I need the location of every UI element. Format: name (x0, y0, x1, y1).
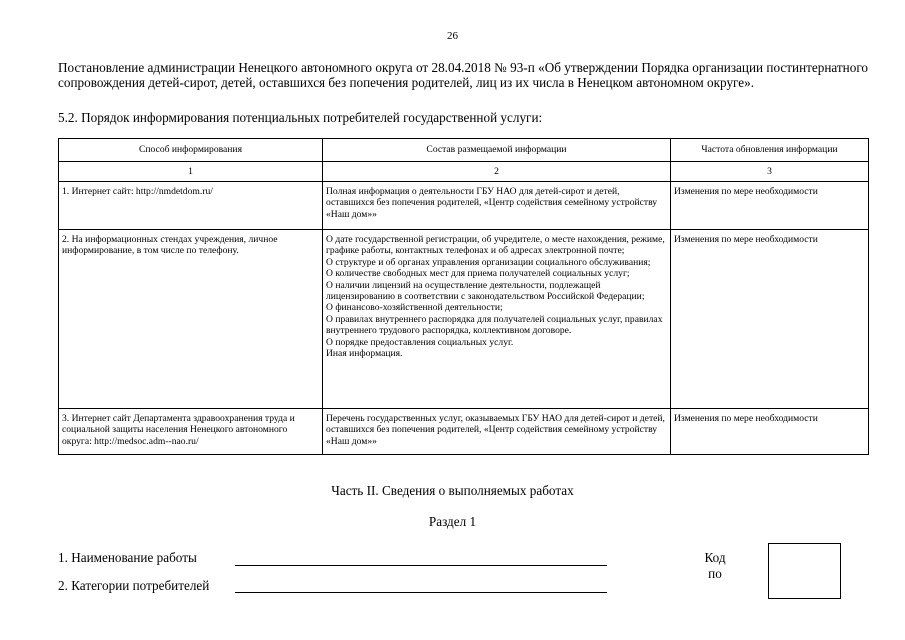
table-number-row (59, 162, 869, 182)
content-line: О финансово-хозяйственной деятельности; (326, 302, 503, 314)
row-content (323, 182, 671, 230)
row-content (323, 230, 671, 409)
information-table (58, 138, 869, 455)
content-line: О правилах внутреннего распорядка для получателей социальных услуг, правилах внутреннего трудового распорядка, коллективном договоре. (326, 313, 663, 337)
table-row (59, 182, 869, 230)
work-name-label: 1. Наименование работы (58, 550, 197, 565)
section-number: Раздел 1 (428, 514, 477, 529)
content-line: О количестве свободных мест для приема получателей социальных услуг; (326, 268, 630, 280)
row-method: 3. Интернет сайт Департамента здравоохранения труда и социальной защиты населения Ненецкого автономного округа: http://medsoc.adm--nao.ru/ (59, 409, 323, 455)
row-method: 2. На информационных стендах учреждения, личное информирование, в том числе по телефону. (59, 230, 323, 409)
section-heading: 5.2. Порядок информирования потенциальных потребителей государственной услуги: (58, 110, 543, 125)
row-frequency: Изменения по мере необходимости (671, 182, 869, 230)
header-method: Способ информирования (59, 139, 323, 162)
content-line: О структуре и об органах управления организации социального обслуживания; (326, 256, 651, 268)
page-number: 26 (447, 30, 458, 42)
row-content (323, 409, 671, 455)
header-frequency: Частота обновления информации (671, 139, 869, 162)
column-number: 3 (671, 162, 869, 182)
table-row (59, 230, 869, 409)
row-method: 1. Интернет сайт: http://nmdetdom.ru/ (59, 182, 323, 230)
code-box (768, 543, 841, 599)
code-label (700, 550, 730, 582)
work-name-line (235, 565, 607, 566)
content-line: О порядке предоставления социальных услуг. (326, 336, 514, 348)
table-row (59, 409, 869, 455)
consumer-category-line (235, 592, 607, 593)
table-header-row (59, 139, 869, 162)
content-line: Полная информация о деятельности ГБУ НАО для детей-сирот и детей, оставшихся без попечения родителей, «Центр содействия семейному устройству «Наш дом»» (326, 186, 658, 220)
code-label-line2: по (708, 566, 722, 581)
row-frequency: Изменения по мере необходимости (671, 230, 869, 409)
header-content: Состав размещаемой информации (323, 139, 671, 162)
part-title: Часть II. Сведения о выполняемых работах (331, 483, 574, 498)
content-line: О дате государственной регистрации, об учредителе, о месте нахождения, режиме, графике работы, контактных телефонах и об адресах электронной почте; (326, 234, 665, 257)
content-line: О наличии лицензий на осуществление деятельности, подлежащей лицензированию в соответствии с законодательством Российской Федерации; (326, 279, 645, 303)
content-line: Перечень государственных услуг, оказываемых ГБУ НАО для детей-сирот и детей, оставшихся без попечения родителей, «Центр содействия семейному устройству «Наш дом»» (326, 413, 665, 447)
consumer-category-label: 2. Категории потребителей (58, 578, 210, 593)
row-frequency: Изменения по мере необходимости (671, 409, 869, 455)
content-line: Иная информация. (326, 348, 403, 360)
column-number: 1 (59, 162, 323, 182)
column-number: 2 (323, 162, 671, 182)
intro-paragraph: Постановление администрации Ненецкого автономного округа от 28.04.2018 № 93-п «Об утверждении Порядка организации постинтернатного сопровождения детей-сирот, детей, оставшихся без попечения родителей, лиц из их числа в Ненецком автономном округе». (58, 60, 868, 90)
code-label-line1: Код (704, 550, 726, 565)
